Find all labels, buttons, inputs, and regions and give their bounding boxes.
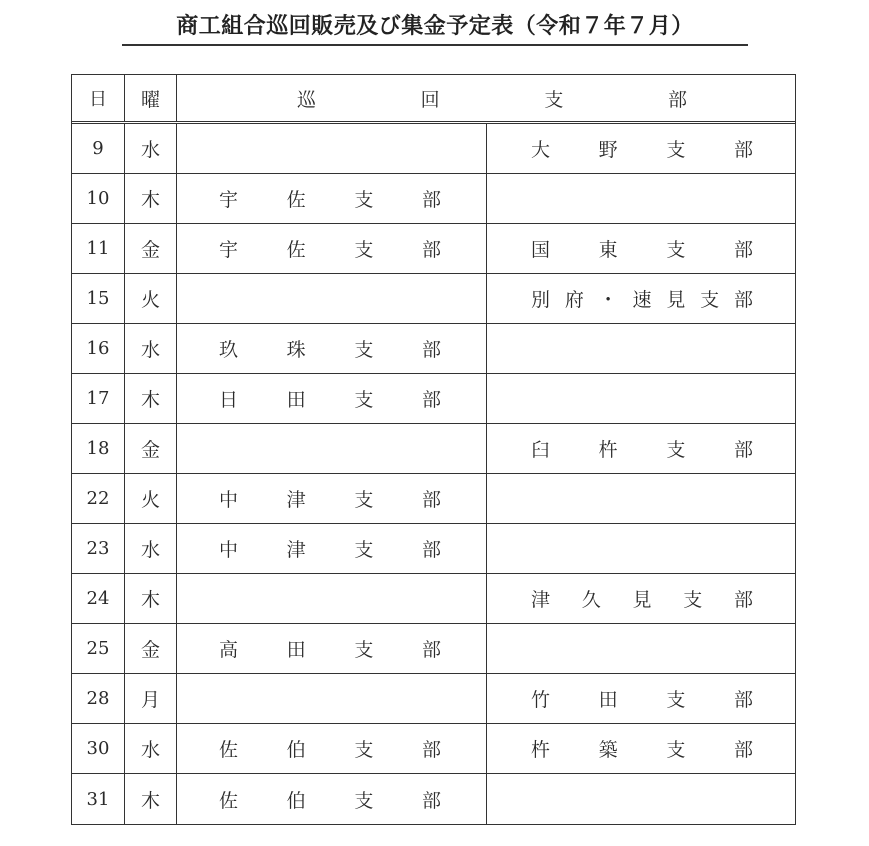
day-cell: 15 — [72, 274, 125, 323]
branch-cell-left — [177, 624, 487, 673]
header-route — [177, 75, 795, 121]
schedule-table — [71, 74, 796, 825]
header-day: 日 — [72, 75, 125, 121]
branch-cell-left — [177, 124, 487, 173]
table-row — [72, 624, 795, 674]
branch-name-left: 宇 佐 支 部 — [219, 189, 441, 211]
branch-cell-right — [487, 474, 795, 523]
branch-cell-left — [177, 774, 487, 824]
branch-cell-right — [487, 574, 795, 623]
table-body — [72, 124, 795, 824]
branch-name-right: 竹 田 支 部 — [531, 689, 753, 711]
weekday-cell: 水 — [125, 324, 177, 373]
day-cell: 24 — [72, 574, 125, 623]
branch-cell-right — [487, 324, 795, 373]
branch-name-left: 高 田 支 部 — [219, 639, 441, 661]
branch-cell-left — [177, 174, 487, 223]
day-cell: 16 — [72, 324, 125, 373]
day-cell: 22 — [72, 474, 125, 523]
branch-name-right: 別 府 ・ 速 見 支 部 — [531, 289, 753, 311]
day-cell: 28 — [72, 674, 125, 723]
day-cell: 18 — [72, 424, 125, 473]
day-cell: 9 — [72, 124, 125, 173]
table-row — [72, 674, 795, 724]
branch-cell-right — [487, 374, 795, 423]
branch-cell-left — [177, 674, 487, 723]
branch-name-left: 中 津 支 部 — [219, 539, 441, 561]
branch-cell-right — [487, 624, 795, 673]
branch-name-left: 玖 珠 支 部 — [219, 339, 441, 361]
branch-cell-left — [177, 324, 487, 373]
table-row — [72, 474, 795, 524]
branch-cell-right — [487, 124, 795, 173]
header-route-char: 支 — [544, 88, 564, 111]
branch-cell-left — [177, 424, 487, 473]
branch-cell-right — [487, 224, 795, 273]
weekday-cell: 金 — [125, 424, 177, 473]
branch-cell-right — [487, 724, 795, 773]
weekday-cell: 木 — [125, 774, 177, 824]
branch-cell-right — [487, 424, 795, 473]
table-row — [72, 274, 795, 324]
branch-cell-left — [177, 224, 487, 273]
table-row — [72, 574, 795, 624]
weekday-cell: 水 — [125, 124, 177, 173]
branch-cell-left — [177, 274, 487, 323]
weekday-cell: 金 — [125, 624, 177, 673]
branch-name-left: 日 田 支 部 — [219, 389, 441, 411]
table-row — [72, 174, 795, 224]
day-cell: 25 — [72, 624, 125, 673]
day-cell: 30 — [72, 724, 125, 773]
weekday-cell: 金 — [125, 224, 177, 273]
branch-name-right: 臼 杵 支 部 — [531, 439, 753, 461]
table-row — [72, 224, 795, 274]
branch-cell-left — [177, 524, 487, 573]
branch-cell-left — [177, 374, 487, 423]
branch-name-left: 中 津 支 部 — [219, 489, 441, 511]
branch-cell-right — [487, 274, 795, 323]
header-route-char: 巡 — [297, 88, 317, 111]
table-row — [72, 374, 795, 424]
branch-cell-right — [487, 524, 795, 573]
weekday-cell: 水 — [125, 724, 177, 773]
weekday-cell: 火 — [125, 274, 177, 323]
table-row — [72, 774, 795, 824]
branch-name-right: 大 野 支 部 — [531, 139, 753, 161]
header-route-char: 部 — [667, 88, 687, 111]
weekday-cell: 水 — [125, 524, 177, 573]
weekday-cell: 木 — [125, 374, 177, 423]
weekday-cell: 木 — [125, 574, 177, 623]
branch-cell-left — [177, 724, 487, 773]
weekday-cell: 火 — [125, 474, 177, 523]
branch-cell-left — [177, 474, 487, 523]
branch-name-left: 宇 佐 支 部 — [219, 239, 441, 261]
table-row — [72, 724, 795, 774]
branch-cell-left — [177, 574, 487, 623]
day-cell: 17 — [72, 374, 125, 423]
day-cell: 11 — [72, 224, 125, 273]
branch-name-right: 国 東 支 部 — [531, 239, 753, 261]
branch-name-right: 津 久 見 支 部 — [531, 589, 753, 611]
table-row — [72, 324, 795, 374]
weekday-cell: 木 — [125, 174, 177, 223]
day-cell: 31 — [72, 774, 125, 824]
table-row — [72, 424, 795, 474]
table-header — [72, 75, 795, 124]
table-row — [72, 124, 795, 174]
branch-name-left: 佐 伯 支 部 — [219, 739, 441, 761]
page-title: 商工組合巡回販売及び集金予定表（令和７年７月） — [122, 10, 748, 46]
header-weekday: 曜 — [125, 75, 177, 121]
day-cell: 10 — [72, 174, 125, 223]
branch-name-left: 佐 伯 支 部 — [219, 789, 441, 812]
day-cell: 23 — [72, 524, 125, 573]
weekday-cell: 月 — [125, 674, 177, 723]
branch-cell-right — [487, 674, 795, 723]
table-row — [72, 524, 795, 574]
branch-name-right: 杵 築 支 部 — [531, 739, 753, 761]
branch-cell-right — [487, 174, 795, 223]
branch-cell-right — [487, 774, 795, 824]
header-route-label — [297, 85, 687, 112]
header-route-char: 回 — [420, 88, 440, 111]
